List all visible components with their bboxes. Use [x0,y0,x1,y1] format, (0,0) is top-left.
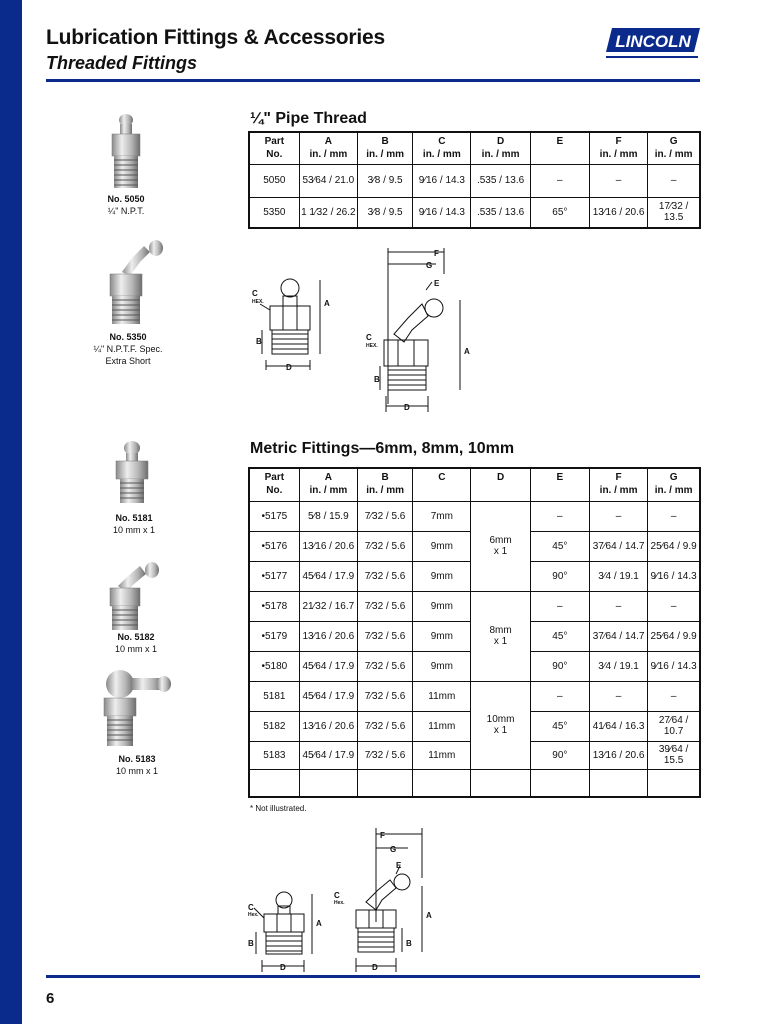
table-row-empty [249,769,700,797]
svg-text:G: G [390,845,397,854]
table-cell: 3⁄4 / 19.1 [589,651,647,681]
header-cell: C [413,468,471,501]
header-cell: F in. / mm [589,132,647,164]
d-group-10mm: 10mm x 1 [471,681,530,769]
table-cell: 9⁄16 / 14.3 [648,561,700,591]
table-cell: 13⁄16 / 20.6 [299,531,357,561]
table-cell: 7⁄32 / 5.6 [357,531,412,561]
table-cell: 65° [530,197,589,228]
header-cell: A in. / mm [299,468,357,501]
svg-text:A: A [426,911,432,920]
table-cell: – [648,501,700,531]
table-cell: – [589,681,647,711]
caption-5181: No. 5181 10 mm x 1 [112,513,155,535]
table-cell: 5183 [249,741,299,769]
table-cell: – [530,501,589,531]
table-cell: 39⁄64 / 15.5 [648,741,700,769]
header-cell: D in. / mm [471,132,530,164]
table-cell: 9⁄16 / 14.3 [648,651,700,681]
svg-text:D: D [404,403,410,412]
table-cell: 5350 [249,197,299,228]
left-accent-bar [0,0,22,1024]
table-cell: 13⁄16 / 20.6 [589,197,647,228]
svg-text:E: E [396,861,402,870]
table-cell: 45° [530,711,589,741]
svg-text:D: D [286,363,292,372]
table-cell: 3⁄8 / 9.5 [357,197,412,228]
table-cell: 13⁄16 / 20.6 [589,741,647,769]
table-cell: 7⁄32 / 5.6 [357,681,412,711]
table-cell: 13⁄16 / 20.6 [299,621,357,651]
table-cell: 7⁄32 / 5.6 [357,741,412,769]
fitting-5182-image [104,560,166,632]
svg-text:A: A [464,347,470,356]
table-cell: 17⁄32 / 13.5 [648,197,700,228]
table-cell: 25⁄64 / 9.9 [648,531,700,561]
fitting-5350-image [100,236,170,328]
header-cell: G in. / mm [648,468,700,501]
table-cell: – [648,591,700,621]
table-cell: •5180 [249,651,299,681]
d-group-6mm: 6mm x 1 [471,501,530,591]
header-cell: B in. / mm [357,468,412,501]
svg-text:B: B [374,375,380,384]
table-cell: 11mm [413,681,471,711]
caption-5182: No. 5182 10 mm x 1 [114,632,157,654]
table-cell: 37⁄64 / 14.7 [589,531,647,561]
page-title: Lubrication Fittings & Accessories [46,26,385,49]
table-cell: .535 / 13.6 [471,164,530,197]
svg-text:D: D [280,963,286,972]
table-cell: •5177 [249,561,299,591]
table-cell: 5182 [249,711,299,741]
caption-5183: No. 5183 10 mm x 1 [115,754,158,776]
header-cell: C in. / mm [413,132,471,164]
table-cell: 7⁄32 / 5.6 [357,591,412,621]
table-cell: 45⁄64 / 17.9 [299,651,357,681]
table-row [249,681,700,711]
svg-text:B: B [248,939,254,948]
table-cell: – [648,164,700,197]
header-cell: A in. / mm [299,132,357,164]
table-cell: – [589,591,647,621]
svg-text:Hex.: Hex. [248,912,259,918]
table-cell: 90° [530,651,589,681]
svg-text:G: G [426,261,433,270]
pipe-thread-heading: ¼" Pipe Thread [250,110,367,127]
table-cell: – [648,681,700,711]
table-cell: 41⁄64 / 16.3 [589,711,647,741]
table-cell: 7⁄32 / 5.6 [357,711,412,741]
header-cell: D [471,468,530,501]
table-cell: 13⁄16 / 20.6 [299,711,357,741]
pipe-thread-diagram [248,244,478,416]
table-cell: 37⁄64 / 14.7 [589,621,647,651]
table-cell: 1 1⁄32 / 26.2 [299,197,357,228]
table-cell: 9⁄16 / 14.3 [413,197,471,228]
table-cell: 9mm [413,561,471,591]
table-cell: 9mm [413,651,471,681]
table-cell: 53⁄64 / 21.0 [299,164,357,197]
footer-rule [46,975,700,978]
brand-logo [604,26,700,62]
svg-text:Hex.: Hex. [334,900,345,906]
table-row [249,164,700,197]
svg-text:C: C [366,333,372,342]
header-cell: G in. / mm [648,132,700,164]
table-cell: 45° [530,621,589,651]
table-cell: 45⁄64 / 17.9 [299,681,357,711]
table-row [249,197,700,228]
table-cell: – [589,501,647,531]
fitting-5183-image [98,666,174,750]
table-cell: 25⁄64 / 9.9 [648,621,700,651]
table-cell: 90° [530,561,589,591]
table-cell: 9mm [413,621,471,651]
table-cell: 5⁄8 / 15.9 [299,501,357,531]
table-cell: 7⁄32 / 5.6 [357,621,412,651]
header-cell: Part No. [249,132,299,164]
table-cell: 27⁄64 / 10.7 [648,711,700,741]
table-header-row [249,468,700,501]
page-subtitle: Threaded Fittings [46,53,198,73]
table-cell: 45⁄64 / 17.9 [299,561,357,591]
metric-heading: Metric Fittings—6mm, 8mm, 10mm [250,440,515,457]
caption-5050: No. 5050 ¼" N.P.T. [107,194,145,216]
table-cell: 11mm [413,741,471,769]
caption-5350: No. 5350 ¼" N.P.T.F. Spec. Extra Short [93,332,163,366]
fitting-5181-image [108,438,156,506]
svg-text:F: F [434,249,439,258]
table-cell: 9mm [413,531,471,561]
metric-table [248,467,701,798]
fitting-5050-image [100,112,152,192]
header-cell: Part No. [249,468,299,501]
header-cell: E [530,132,589,164]
table-cell: 7⁄32 / 5.6 [357,561,412,591]
svg-text:A: A [324,299,330,308]
svg-text:HEX.: HEX. [252,299,264,305]
svg-text:HEX.: HEX. [366,343,378,349]
table-cell: 45⁄64 / 17.9 [299,741,357,769]
svg-text:D: D [372,963,378,972]
table-cell: 7⁄32 / 5.6 [357,651,412,681]
table-cell: – [589,164,647,197]
table-cell: 45° [530,531,589,561]
table-cell: 11mm [413,711,471,741]
svg-text:C: C [252,289,258,298]
svg-text:LINCOLN: LINCOLN [615,32,691,51]
header-cell: B in. / mm [357,132,412,164]
svg-text:E: E [434,279,440,288]
table-cell: .535 / 13.6 [471,197,530,228]
table-row [249,501,700,531]
table-row [249,591,700,621]
table-cell: 5181 [249,681,299,711]
table-cell: •5178 [249,591,299,621]
table-cell: – [530,681,589,711]
table-cell: – [530,591,589,621]
table-header-row [249,132,700,164]
svg-text:C: C [248,903,254,912]
page-number: 6 [46,990,55,1007]
table-cell: 7⁄32 / 5.6 [357,501,412,531]
svg-text:B: B [406,939,412,948]
metric-diagram [244,826,444,974]
svg-text:C: C [334,891,340,900]
table-cell: 9mm [413,591,471,621]
table-cell: – [530,164,589,197]
table-cell: 9⁄16 / 14.3 [413,164,471,197]
header-rule [46,79,700,82]
footnote: * Not illustrated. [250,804,307,813]
header-cell: E [530,468,589,501]
table-cell: •5175 [249,501,299,531]
svg-text:F: F [380,831,385,840]
header-cell: F in. / mm [589,468,647,501]
svg-text:B: B [256,337,262,346]
table-cell: 21⁄32 / 16.7 [299,591,357,621]
table-cell: 3⁄4 / 19.1 [589,561,647,591]
d-group-8mm: 8mm x 1 [471,591,530,681]
table-cell: 7mm [413,501,471,531]
table-cell: 5050 [249,164,299,197]
pipe-thread-table [248,131,701,229]
table-cell: 90° [530,741,589,769]
svg-text:A: A [316,919,322,928]
table-cell: •5176 [249,531,299,561]
table-cell: •5179 [249,621,299,651]
table-cell: 3⁄8 / 9.5 [357,164,412,197]
